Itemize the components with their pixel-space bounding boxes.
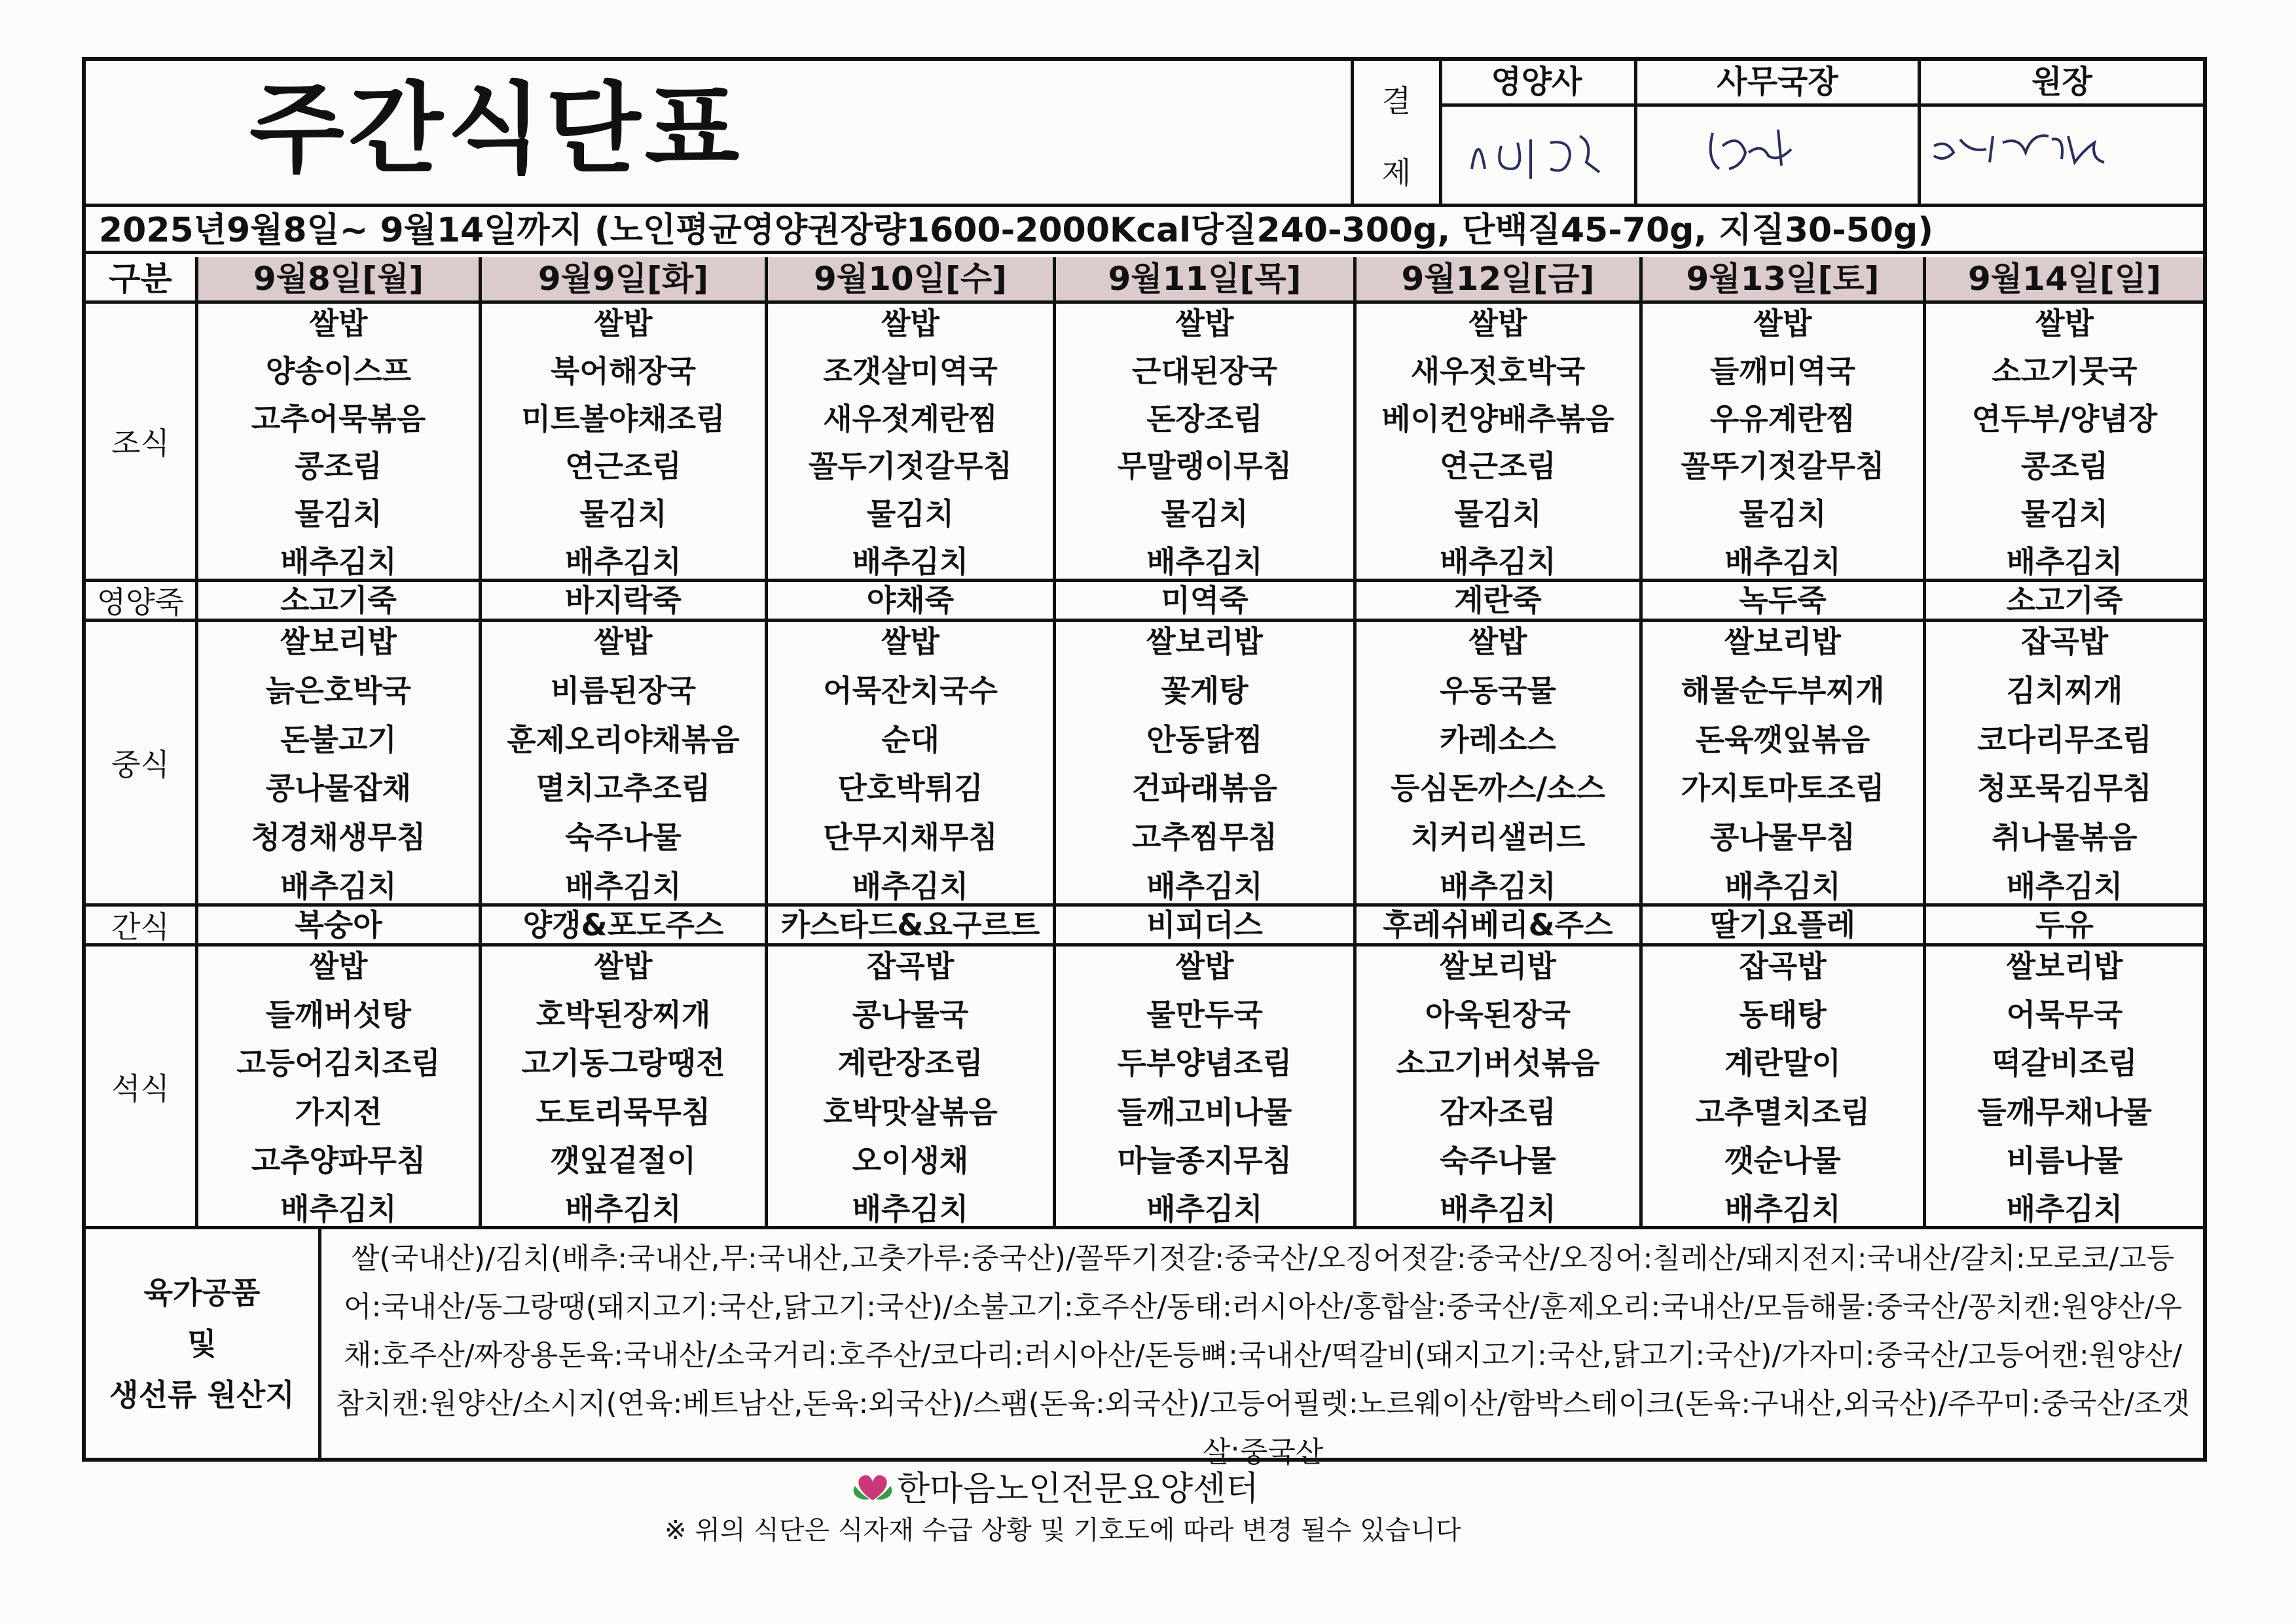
menu-item: 쌀밥 [309,948,368,984]
menu-item: 배추김치 [565,1191,682,1227]
menu-item: 쌀보리밥 [1724,624,1841,659]
meal-label: 석식 [86,947,198,1226]
menu-item: 미트볼야채조림 [521,401,725,437]
menu-item: 쌀밥 [1175,948,1234,984]
menu-item: 물김치 [579,496,667,532]
menu-item: 소고기죽 [280,583,397,618]
menu-cell [198,582,482,619]
menu-item: 코다리무조림 [1977,721,2152,757]
menu-item: 비름된장국 [550,672,697,708]
menu-item: 김치찌개 [2006,672,2123,708]
menu-item: 마늘종지무침 [1117,1142,1292,1178]
menu-item: 가지토마토조림 [1681,770,1885,806]
menu-item: 청포묵김무침 [1977,770,2152,806]
approval-label-top: 결 [1381,83,1412,118]
approval-role: 원장 [1921,61,2203,107]
menu-item: 들깨고비나물 [1117,1094,1292,1130]
menu-item: 쌀밥 [309,306,368,341]
menu-item: 소고기죽 [2006,583,2123,618]
menu-cell [1357,907,1643,943]
menu-item: 무말랭이무침 [1117,448,1292,484]
menu-item: 두부양념조림 [1117,1045,1292,1081]
menu-item: 고추어묵볶음 [251,401,426,437]
menu-item: 후레쉬베리&주스 [1383,907,1613,943]
clover-logo-icon [850,1466,896,1512]
menu-item: 배추김치 [1724,1191,1841,1227]
signature-director [1637,107,1918,198]
menu-cell [1643,622,1926,903]
menu-item: 깻잎겉절이 [550,1142,697,1178]
menu-cell [768,947,1056,1226]
day-header-row [86,257,2203,304]
menu-item: 가지전 [295,1094,382,1130]
center-name-text: 한마음노인전문요양센터 [897,1470,1259,1509]
menu-cell [198,622,482,903]
snack-row [86,907,2203,947]
menu-cell [1926,947,2203,1226]
menu-item: 도토리묵무침 [536,1094,711,1130]
menu-item: 콩나물무침 [1709,820,1856,856]
menu-item: 들깨무채나물 [1977,1094,2152,1130]
menu-item: 어묵잔치국수 [823,672,998,708]
period-and-nutrition: 2025년9월8일~ 9월14일까지 (노인평균영양권장량1600-2000Kcal당질240-300g, 단백질45-70g, 지질30-50g) [86,207,2203,254]
menu-item: 쌀밥 [1753,306,1812,341]
menu-item: 동태탕 [1739,997,1827,1033]
category-header: 구분 [86,257,198,300]
menu-cell [1926,304,2203,579]
menu-item: 배추김치 [565,868,682,904]
menu-item: 숙주나물 [565,820,682,856]
menu-item: 북어해장국 [550,353,697,389]
menu-item: 배추김치 [1146,868,1263,904]
menu-item: 해물순두부찌개 [1681,672,1885,708]
menu-item: 고추양파무침 [251,1142,426,1178]
menu-item: 물김치 [2020,496,2109,532]
approval-role: 사무국장 [1637,61,1918,107]
menu-item: 단호박튀김 [837,770,983,806]
menu-item: 고기동그랑땡전 [521,1045,725,1081]
menu-item: 오이생채 [852,1142,969,1178]
menu-item: 물김치 [1454,496,1542,532]
menu-item: 늙은호박국 [265,672,412,708]
day-header: 9월11일[목] [1056,257,1357,300]
menu-item: 호박맛살볶음 [823,1094,998,1130]
menu-item: 물김치 [1739,496,1827,532]
menu-cell [482,622,768,903]
menu-item: 연근조림 [1440,448,1556,484]
menu-cell [768,582,1056,619]
origin-label [86,1229,321,1458]
menu-item: 카스타드&요구르트 [780,907,1040,943]
menu-item: 아욱된장국 [1425,997,1571,1033]
menu-item: 꽃게탕 [1161,672,1248,708]
menu-cell [198,907,482,943]
menu-item: 쌀밥 [1175,306,1234,341]
menu-item: 고등어김치조림 [236,1045,441,1081]
menu-item: 쌀밥 [594,948,653,984]
origin-label-line: 및 [187,1326,217,1362]
menu-item: 배추김치 [1724,543,1841,579]
menu-cell [1357,947,1643,1226]
menu-cell [1643,582,1926,619]
day-header: 9월9일[화] [482,257,768,300]
menu-item: 고추멸치조림 [1695,1094,1870,1130]
menu-item: 비피더스 [1146,907,1263,943]
menu-item: 등심돈까스/소스 [1391,770,1605,806]
menu-item: 배추김치 [1440,868,1556,904]
menu-item: 들깨미역국 [1709,353,1856,389]
menu-item: 계란장조림 [837,1045,983,1081]
menu-item: 배추김치 [280,1191,397,1227]
menu-cell [198,947,482,1226]
menu-item: 배추김치 [852,868,969,904]
signature-nutritionist [1439,107,1634,198]
menu-item: 카레소스 [1440,721,1556,757]
menu-item: 배추김치 [1146,543,1263,579]
dinner-row [86,947,2203,1229]
menu-item: 계란말이 [1724,1045,1841,1081]
header [86,61,2203,207]
menu-item: 잡곡밥 [2020,624,2109,659]
menu-cell [198,304,482,579]
menu-cell [768,907,1056,943]
menu-cell [1926,907,2203,943]
menu-item: 꼴뚜기젓갈무침 [1681,448,1885,484]
menu-cell [1926,582,2203,619]
menu-item: 비름나물 [2006,1142,2123,1178]
menu-item: 쌀밥 [2035,306,2094,341]
menu-item: 쌀보리밥 [280,624,397,659]
menu-item: 베이컨양배추볶음 [1381,401,1614,437]
menu-cell [482,582,768,619]
menu-cell [1357,622,1643,903]
meal-label: 중식 [86,622,198,903]
menu-item: 쌀보리밥 [1440,948,1556,984]
menu-item: 양갱&포도주스 [522,907,724,943]
approval-label [1354,61,1442,204]
menu-item: 꼴두기젓갈무침 [808,448,1013,484]
menu-item: 배추김치 [1146,1191,1263,1227]
meal-label: 간식 [86,907,198,943]
menu-cell [1056,582,1357,619]
menu-item: 물만두국 [1146,997,1263,1033]
menu-item: 돈불고기 [280,721,397,757]
approval-nutritionist [1439,61,1637,204]
page-title: 주간식단표 [249,73,744,187]
menu-cell [1643,907,1926,943]
menu-cell [482,304,768,579]
menu-item: 배추김치 [1440,543,1556,579]
menu-item: 콩조림 [2020,448,2109,484]
menu-item: 콩나물잡채 [265,770,412,806]
menu-cell [1357,304,1643,579]
menu-cell [1926,622,2203,903]
menu-item: 새우젓호박국 [1410,353,1586,389]
day-header: 9월12일[금] [1357,257,1643,300]
origin-section [86,1229,2203,1469]
menu-item: 배추김치 [565,543,682,579]
menu-item: 미역죽 [1161,583,1248,618]
menu-item: 연두부/양념장 [1971,401,2158,437]
day-header: 9월13일[토] [1643,257,1926,300]
menu-item: 훈제오리야채볶음 [507,721,740,757]
lunch-row [86,622,2203,907]
meal-label: 영양죽 [86,582,198,619]
meal-label: 조식 [86,304,198,579]
menu-cell [1056,907,1357,943]
menu-item: 연근조림 [565,448,682,484]
menu-cell [1056,622,1357,903]
menu-cell [482,947,768,1226]
menu-item: 배추김치 [852,1191,969,1227]
menu-item: 물김치 [866,496,955,532]
menu-item: 양송이스프 [265,353,412,389]
menu-item: 쌀보리밥 [1146,624,1263,659]
menu-item: 잡곡밥 [1739,948,1827,984]
menu-item: 배추김치 [280,543,397,579]
menu-item: 단무지채무침 [823,820,998,856]
menu-item: 바지락죽 [565,583,682,618]
menu-item: 배추김치 [2006,1191,2123,1227]
menu-item: 배추김치 [1440,1191,1556,1227]
menu-item: 쌀밥 [594,624,653,659]
menu-item: 배추김치 [2006,543,2123,579]
day-header: 9월10일[수] [768,257,1056,300]
menu-cell [768,622,1056,903]
menu-item: 멸치고추조림 [536,770,711,806]
menu-sheet [82,57,2207,1469]
breakfast-row [86,304,2203,582]
menu-item: 떡갈비조림 [1992,1045,2138,1081]
menu-item: 물김치 [295,496,382,532]
menu-item: 돈육깻잎볶음 [1695,721,1870,757]
menu-item: 청경채생무침 [251,820,426,856]
menu-item: 조갯살미역국 [823,353,998,389]
menu-item: 어묵무국 [2006,997,2123,1033]
menu-cell [1643,304,1926,579]
menu-item: 쌀밥 [881,306,939,341]
origin-label-line: 생선류 원산지 [109,1377,295,1413]
menu-item: 배추김치 [280,868,397,904]
approval-director [1637,61,1921,204]
menu-item: 건파래볶음 [1131,770,1278,806]
menu-item: 근대된장국 [1131,353,1278,389]
menu-cell [1357,582,1643,619]
menu-cell [1056,947,1357,1226]
menu-item: 들깨버섯탕 [265,997,412,1033]
origin-text: 쌀(국내산)/김치(배추:국내산,무:국내산,고춧가루:중국산)/꼴뚜기젓갈:중국산/오징어젓갈:중국산/오징어:칠레산/돼지전지:국내산/갈치:모로코/고등어:국내산/동그랑땡(돼지고기:국산,닭고기:국산)/소불고기:호주산/동태:러시아산/홍합살:중국산/훈제오리:국내산/모듬해물:중국산/꽁치캔:원양산/우채:호주산/짜장용돈육:국내산/소국거리:호주산/코다리:러시아산/돈등뼈:국내산/떡갈비(돼지고기:국산,닭고기:국산)/가자미:중국산/고등어캔:원양산/참치캔:원양산/소시지(연육:베트남산,돈육:외국산)/스팸(돈육:외국산)/고등어필렛:노르웨이산/함박스테이크(돈육:구내산,외국산)/주꾸미:중국산/조갯살:중국산 [336,1242,2190,1469]
day-header: 9월8일[월] [198,257,482,300]
menu-item: 딸기요플레 [1709,907,1856,943]
menu-item: 배추김치 [1724,868,1841,904]
menu-cell [1056,304,1357,579]
menu-item: 소고기버섯볶음 [1396,1045,1600,1081]
menu-item: 배추김치 [852,543,969,579]
menu-item: 잡곡밥 [866,948,955,984]
menu-item: 콩나물국 [852,997,969,1033]
menu-item: 취나물볶음 [1992,820,2138,856]
approval-box [1351,61,2206,204]
menu-item: 치커리샐러드 [1410,820,1586,856]
menu-item: 쌀밥 [594,306,653,341]
signature-head [1921,107,2202,198]
menu-item: 계란죽 [1454,583,1542,618]
menu-item: 물김치 [1161,496,1248,532]
menu-item: 쌀밥 [881,624,939,659]
menu-item: 고추찜무침 [1131,820,1278,856]
menu-item: 배추김치 [2006,868,2123,904]
menu-item: 야채죽 [866,583,955,618]
menu-item: 소고기뭇국 [1992,353,2138,389]
menu-item: 안동닭찜 [1146,721,1263,757]
menu-item: 깻순나물 [1724,1142,1841,1178]
menu-cell [768,304,1056,579]
menu-item: 돈장조림 [1146,401,1263,437]
center-name [850,1466,1259,1512]
porridge-row [86,582,2203,622]
menu-item: 숙주나물 [1440,1142,1556,1178]
menu-item: 순대 [881,721,939,757]
menu-cell [482,907,768,943]
menu-item: 호박된장찌개 [536,997,711,1033]
origin-label-line: 육가공품 [143,1275,261,1310]
menu-item: 우유계란찜 [1709,401,1856,437]
menu-item: 새우젓계란찜 [823,401,998,437]
footer-note: ※ 위의 식단은 식자재 수급 상황 및 기호도에 따라 변경 될수 있습니다 [665,1515,1461,1545]
menu-item: 콩조림 [295,448,382,484]
menu-item: 우동국물 [1440,672,1556,708]
menu-item: 쌀밥 [1468,624,1527,659]
approval-label-bottom: 제 [1381,155,1412,190]
day-header: 9월14일[일] [1926,257,2203,300]
approval-head [1921,61,2203,204]
menu-item: 쌀보리밥 [2006,948,2123,984]
menu-item: 두유 [2035,907,2094,943]
menu-item: 감자조림 [1440,1094,1556,1130]
approval-role: 영양사 [1439,61,1634,107]
menu-item: 녹두죽 [1739,583,1827,618]
menu-item: 복숭아 [295,907,382,943]
menu-cell [1643,947,1926,1226]
menu-item: 쌀밥 [1468,306,1527,341]
